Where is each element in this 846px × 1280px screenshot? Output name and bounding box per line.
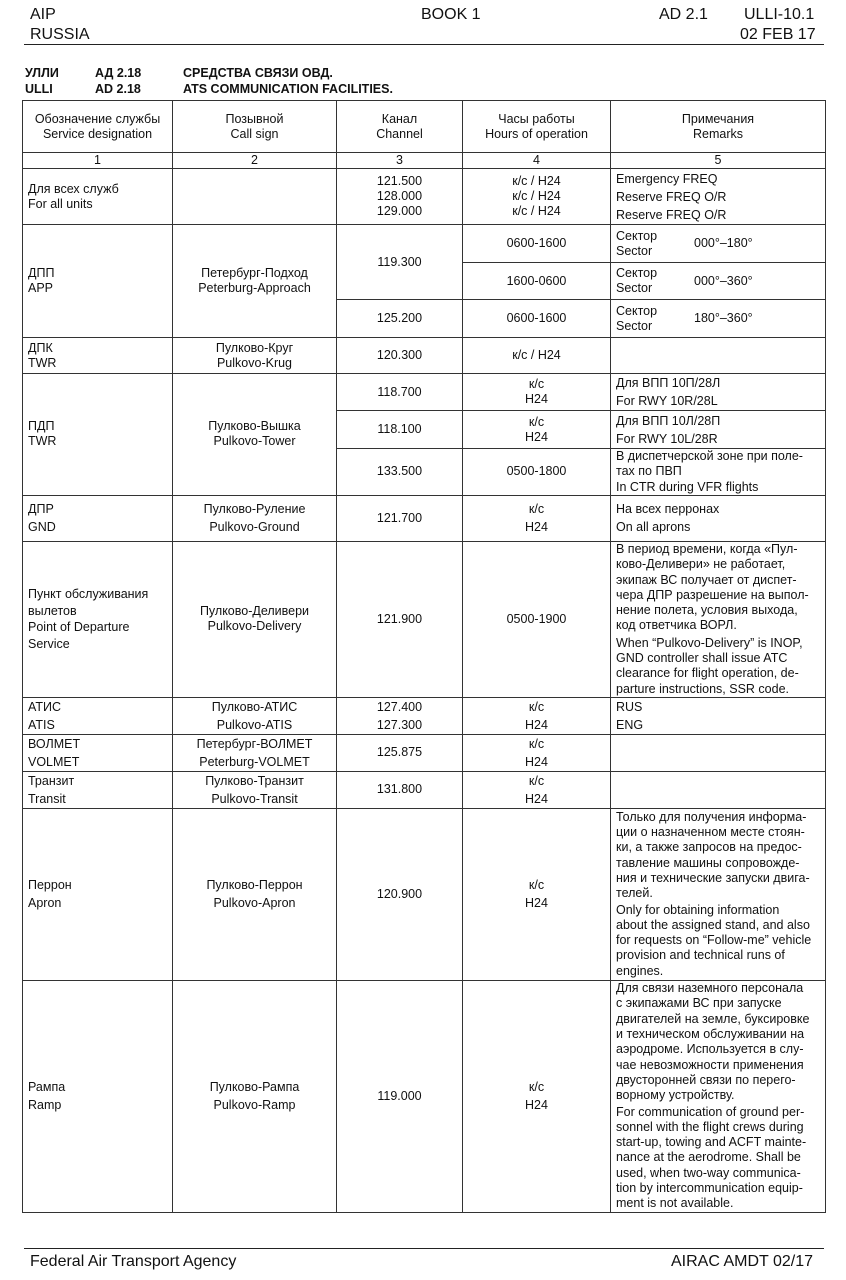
col-header-remarks: Примечания Remarks <box>611 101 826 153</box>
channel: 127.400 127.300 <box>337 697 463 734</box>
table-row-app <box>23 225 826 263</box>
hours: к/с H24 <box>463 495 611 541</box>
remarks: Для ВПП 10П/28Л For RWY 10R/28L <box>611 374 826 411</box>
channel: 120.300 <box>337 338 463 374</box>
col-number-4: 4 <box>463 153 611 169</box>
remarks: Emergency FREQ Reserve FREQ O/R Reserve FREQ O/R <box>611 169 826 225</box>
remarks: Для связи наземного персонала с экипажами ВС при запуске двигателей на земле, буксировке и техническом обслуживании на аэродроме. Используется в слу- чае невозможности применения двусторонней связи по перего- ворному устройству. For communication of ground per- sonnel with the flight crews during start-up, towing and ACFT mainte- nance at the aerodrome. Shall be used, when two-way communica- tion by intercommunication equip- ment is not available. <box>611 980 826 1212</box>
section-code-en: ULLI <box>25 82 53 96</box>
call-sign: Пулково-Транзит Pulkovo-Transit <box>173 771 337 808</box>
section-number-en: AD 2.18 <box>95 82 141 96</box>
remarks: Только для получения информа- ции о назначенном месте стоян- ки, а также запросов на предос- тавление машины сопровожде- ния и технические запуски двига- телей. Only for obtaining information about the assigned stand, and also for requests on “Follow-me” vehicle provision and technical runs of engines. <box>611 808 826 980</box>
service-designation: ДПП APP <box>23 225 173 338</box>
remarks: Для ВПП 10Л/28П For RWY 10L/28R <box>611 411 826 449</box>
col-header-callsign: Позывной Call sign <box>173 101 337 153</box>
header-page-id: ULLI-10.1 <box>744 6 815 23</box>
call-sign: Пулково-Круг Pulkovo-Krug <box>173 338 337 374</box>
remarks <box>611 771 826 808</box>
footer-rule <box>24 1248 824 1249</box>
hours: к/с H24 <box>463 411 611 449</box>
remarks: На всех перронах On all aprons <box>611 495 826 541</box>
table-row-ramp <box>23 980 826 1212</box>
col-header-hours: Часы работы Hours of operation <box>463 101 611 153</box>
hours: к/с H24 <box>463 808 611 980</box>
header-date: 02 FEB 17 <box>740 26 816 43</box>
table-row-atis <box>23 697 826 734</box>
service-designation: Рампа Ramp <box>23 980 173 1212</box>
call-sign <box>173 169 337 225</box>
hours: к/с / H24 <box>463 338 611 374</box>
call-sign: Пулково-АТИС Pulkovo-ATIS <box>173 697 337 734</box>
service-designation: ВОЛМЕТ VOLMET <box>23 734 173 771</box>
remarks: Сектор Sector 180°–360° <box>611 300 826 338</box>
channel: 118.100 <box>337 411 463 449</box>
channel: 125.200 <box>337 300 463 338</box>
hours: 0600-1600 <box>463 300 611 338</box>
hours: к/с H24 <box>463 697 611 734</box>
header-book: BOOK 1 <box>421 6 481 23</box>
hours: к/с H24 <box>463 771 611 808</box>
hours: 0500-1800 <box>463 449 611 496</box>
section-number-ru: АД 2.18 <box>95 66 142 80</box>
sector-range: 180°–360° <box>694 311 753 325</box>
footer-amendment: AIRAC AMDT 02/17 <box>671 1253 813 1270</box>
ats-communication-table <box>22 100 826 1213</box>
table-number-row <box>23 153 826 169</box>
remarks: Сектор Sector 000°–180° <box>611 225 826 263</box>
channel: 133.500 <box>337 449 463 496</box>
service-designation: Перрон Apron <box>23 808 173 980</box>
table-row-volmet <box>23 734 826 771</box>
service-designation: Транзит Transit <box>23 771 173 808</box>
col-number-5: 5 <box>611 153 826 169</box>
remarks: В период времени, когда «Пул- ково-Деливери» не работает, экипаж ВС получает от диспет- чера ДПР разрешение на выпол- нение полета, условия выхода, код ответчика ВОРЛ. When “Pulkovo-Delivery” is INOP, GND controller shall issue ATC clearance for flight operation, de- parture instructions, SSR code. <box>611 541 826 697</box>
table-header-row <box>23 101 826 153</box>
call-sign: Пулково-Перрон Pulkovo-Apron <box>173 808 337 980</box>
channel: 125.875 <box>337 734 463 771</box>
channel: 121.700 <box>337 495 463 541</box>
service-designation: ДПР GND <box>23 495 173 541</box>
col-number-1: 1 <box>23 153 173 169</box>
channel: 119.300 <box>337 225 463 300</box>
hours: 1600-0600 <box>463 263 611 300</box>
remarks: Сектор Sector 000°–360° <box>611 263 826 300</box>
hours: к/с H24 <box>463 374 611 411</box>
hours: к/с / H24 к/с / H24 к/с / H24 <box>463 169 611 225</box>
channel: 120.900 <box>337 808 463 980</box>
table-row-delivery <box>23 541 826 697</box>
table-row-apron <box>23 808 826 980</box>
header-country: RUSSIA <box>30 26 90 43</box>
header-aip: AIP <box>30 6 56 23</box>
call-sign: Петербург-ВОЛМЕТ Peterburg-VOLMET <box>173 734 337 771</box>
channel: 131.800 <box>337 771 463 808</box>
channel: 118.700 <box>337 374 463 411</box>
call-sign: Пулково-Вышка Pulkovo-Tower <box>173 374 337 496</box>
service-designation: ДПК TWR <box>23 338 173 374</box>
col-header-channel: Канал Channel <box>337 101 463 153</box>
section-title-ru: СРЕДСТВА СВЯЗИ ОВД. <box>183 66 333 80</box>
remarks <box>611 338 826 374</box>
col-number-2: 2 <box>173 153 337 169</box>
table-row-dpr <box>23 495 826 541</box>
call-sign: Пулково-Рампа Pulkovo-Ramp <box>173 980 337 1212</box>
section-code-ru: УЛЛИ <box>25 66 59 80</box>
service-designation: АТИС ATIS <box>23 697 173 734</box>
table-row-transit <box>23 771 826 808</box>
hours: к/с H24 <box>463 980 611 1212</box>
service-designation: ПДП TWR <box>23 374 173 496</box>
remarks <box>611 734 826 771</box>
table-row-dpk <box>23 338 826 374</box>
table-row-all-units <box>23 169 826 225</box>
hours: 0500-1900 <box>463 541 611 697</box>
hours: к/с H24 <box>463 734 611 771</box>
sector-range: 000°–180° <box>694 236 753 250</box>
remarks: RUS ENG <box>611 697 826 734</box>
service-designation: Пункт обслуживания вылетов Point of Departure Service <box>23 541 173 697</box>
col-header-service: Обозначение службы Service designation <box>23 101 173 153</box>
header-rule <box>24 44 824 45</box>
service-designation: Для всех служб For all units <box>23 169 173 225</box>
channel: 121.500 128.000 129.000 <box>337 169 463 225</box>
channel: 121.900 <box>337 541 463 697</box>
sector-range: 000°–360° <box>694 273 753 288</box>
call-sign: Пулково-Руление Pulkovo-Ground <box>173 495 337 541</box>
call-sign: Пулково-Деливери Pulkovo-Delivery <box>173 541 337 697</box>
section-title-en: ATS COMMUNICATION FACILITIES. <box>183 82 393 96</box>
header-section: AD 2.1 <box>659 6 708 23</box>
col-number-3: 3 <box>337 153 463 169</box>
remarks: В диспетчерской зоне при поле- тах по ПВП In CTR during VFR flights <box>611 449 826 496</box>
footer-agency: Federal Air Transport Agency <box>30 1253 237 1270</box>
call-sign: Петербург-Подход Peterburg-Approach <box>173 225 337 338</box>
channel: 119.000 <box>337 980 463 1212</box>
table-row-pdp <box>23 374 826 411</box>
hours: 0600-1600 <box>463 225 611 263</box>
